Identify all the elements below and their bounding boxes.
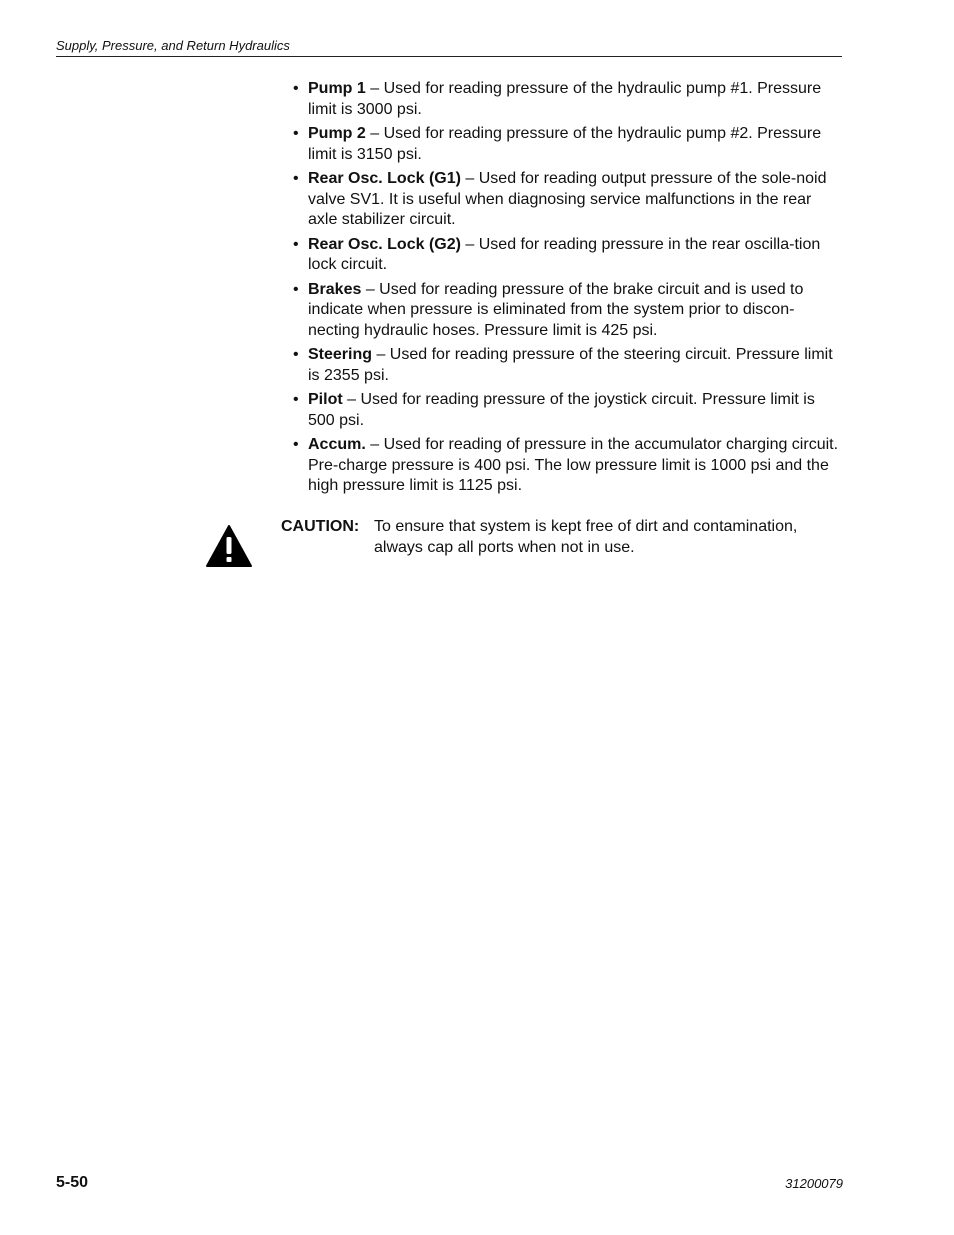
list-item	[293, 169, 843, 231]
bullet-icon: •	[293, 170, 299, 187]
list-item-text: – Used for reading pressure of the steering circuit. Pressure limit is 2355 psi.	[308, 346, 833, 384]
bullet-icon: •	[293, 280, 299, 298]
list-item-term: Rear Osc. Lock (G1)	[308, 170, 461, 187]
list-item-text: – Used for reading pressure of the brake circuit and is used to indicate when pressure is eliminated from the system prior to discon-necting hydraulic hoses. Pressure limit is 425 psi.	[308, 280, 804, 339]
list-item-term: Pump 2	[308, 125, 366, 142]
list-item-term: Steering	[308, 346, 373, 363]
bullet-icon: •	[293, 391, 299, 408]
list-item-text: – Used for reading pressure of the hydraulic pump #2. Pressure limit is 3150 psi.	[308, 125, 822, 163]
bullet-icon: •	[293, 436, 299, 453]
caution-text: To ensure that system is kept free of dirt and contamination, always cap all ports when not in use.	[374, 518, 798, 556]
list-item	[293, 79, 843, 120]
document-number: 31200079	[785, 1176, 843, 1191]
list-item	[293, 435, 843, 497]
header-rule	[56, 56, 842, 57]
list-item-text: – Used for reading output pressure of the sole-noid valve SV1. It is useful when diagnosing service malfunctions in the rear axle stabilizer circuit.	[308, 170, 827, 228]
running-head: Supply, Pressure, and Return Hydraulics	[56, 38, 290, 53]
list-item-term: Pilot	[308, 391, 343, 408]
list-item	[293, 345, 843, 386]
warning-triangle-icon	[205, 524, 253, 568]
list-item	[293, 124, 843, 165]
bullet-icon: •	[293, 235, 299, 253]
list-item-text: – Used for reading pressure of the hydraulic pump #1. Pressure limit is 3000 psi.	[308, 80, 822, 118]
list-item-text: – Used for reading pressure of the joystick circuit. Pressure limit is 500 psi.	[308, 391, 815, 429]
bullet-icon: •	[293, 80, 299, 97]
page-number: 5-50	[56, 1174, 89, 1191]
list-item	[293, 280, 843, 342]
list-item-text: – Used for reading pressure in the rear oscilla-tion lock circuit.	[308, 235, 821, 273]
bullet-icon: •	[293, 346, 299, 363]
caution-label: CAUTION:	[281, 518, 360, 535]
list-item	[293, 390, 843, 431]
list-item-term: Accum.	[308, 436, 366, 453]
list-item-text: – Used for reading of pressure in the accumulator charging circuit. Pre-charge pressure is 400 psi. The low pressure limit is 1000 psi and the high pressure limit is 1125 psi.	[308, 436, 839, 494]
list-item-term: Brakes	[308, 280, 362, 298]
list-item-term: Pump 1	[308, 80, 366, 97]
bullet-icon: •	[293, 125, 299, 142]
gauge-port-list	[293, 79, 843, 501]
list-item	[293, 235, 843, 276]
list-item-term: Rear Osc. Lock (G2)	[308, 235, 461, 253]
